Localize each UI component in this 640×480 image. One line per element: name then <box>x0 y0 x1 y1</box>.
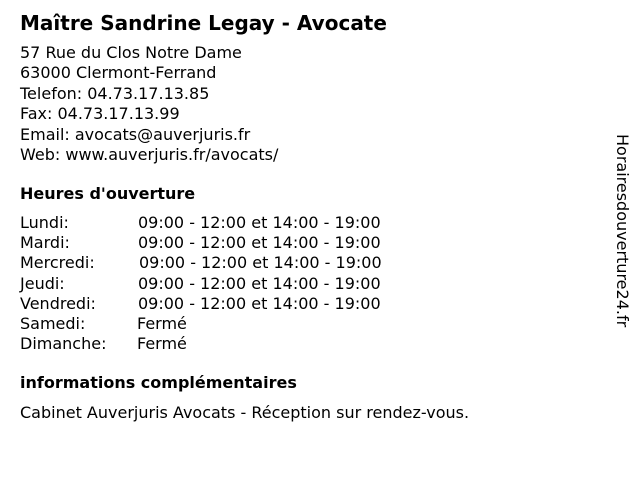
address-city: 63000 Clermont-Ferrand <box>20 63 217 83</box>
site-watermark <box>612 134 634 344</box>
day-label: Jeudi: <box>20 273 65 293</box>
fax-number: Fax: 04.73.17.13.99 <box>20 104 180 124</box>
opening-hours-heading: Heures d'ouverture <box>20 184 196 203</box>
day-hours: 09:00 - 12:00 et 14:00 - 19:00 <box>138 273 381 293</box>
additional-info-heading: informations complémentaires <box>20 373 297 392</box>
day-hours: Fermé <box>137 334 187 354</box>
website: Web: www.auverjuris.fr/avocats/ <box>20 145 279 165</box>
additional-info-text: Cabinet Auverjuris Avocats - Réception sur rendez-vous. <box>20 403 470 422</box>
day-hours: 09:00 - 12:00 et 14:00 - 19:00 <box>139 253 382 273</box>
day-hours: 09:00 - 12:00 et 14:00 - 19:00 <box>138 293 381 313</box>
email-address: Email: avocats@auverjuris.fr <box>20 124 251 144</box>
phone-number: Telefon: 04.73.17.13.85 <box>20 83 210 103</box>
day-hours: Fermé <box>137 313 187 333</box>
day-label: Dimanche: <box>20 334 107 354</box>
address-street: 57 Rue du Clos Notre Dame <box>20 43 242 62</box>
day-hours: 09:00 - 12:00 et 14:00 - 19:00 <box>138 213 381 232</box>
day-hours: 09:00 - 12:00 et 14:00 - 19:00 <box>138 233 381 253</box>
day-label: Mardi: <box>20 233 70 253</box>
day-label: Lundi: <box>20 213 69 232</box>
page-title: Maître Sandrine Legay - Avocate <box>20 11 387 35</box>
contact-block <box>20 43 278 165</box>
day-label: Vendredi: <box>20 293 96 313</box>
day-label: Mercredi: <box>20 253 95 273</box>
watermark-text: Horairesdouverture24.fr <box>613 134 632 328</box>
day-label: Samedi: <box>20 313 86 333</box>
